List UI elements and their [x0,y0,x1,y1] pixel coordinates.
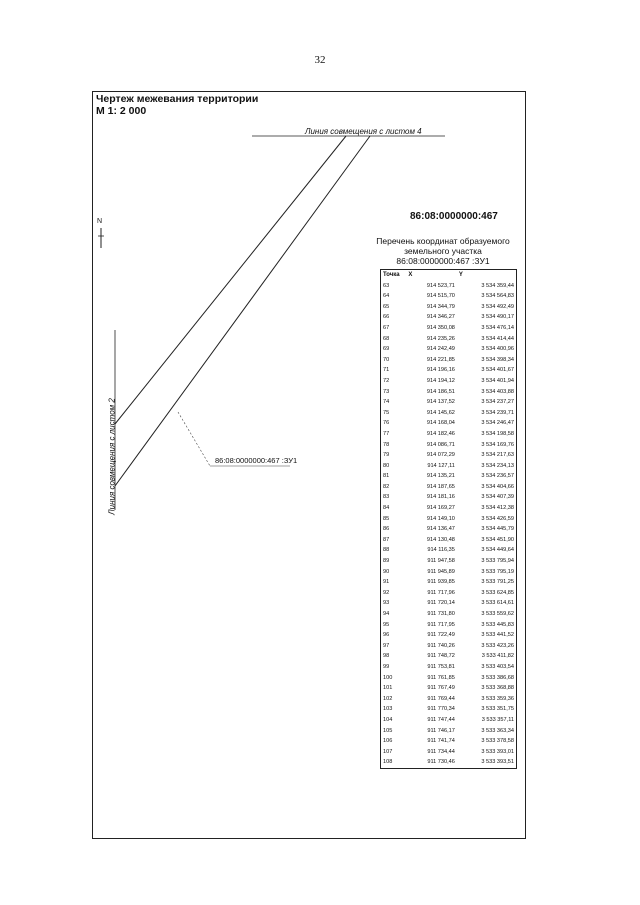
table-cell: 911 740,26 [427,642,455,649]
north-label: N [97,218,103,225]
table-row [381,757,517,768]
table-row [381,609,517,620]
table-cell: 3 534 492,49 [481,303,514,310]
table-row [381,323,517,334]
table-row [381,535,517,546]
table-cell: 911 730,46 [427,759,455,766]
table-cell: 86 [383,526,390,533]
table-cell: 911 746,17 [427,727,455,734]
table-cell: 66 [383,314,390,321]
table-cell: 911 720,14 [427,600,455,607]
table-cell: 83 [383,494,390,501]
table-cell: 914 194,12 [426,377,455,384]
table-cell: 3 533 363,34 [481,727,514,734]
table-cell: 3 534 400,96 [481,346,514,353]
table-cell: 911 761,85 [427,674,455,681]
table-cell: 3 533 559,62 [481,611,514,617]
coordinates-table [380,269,517,769]
table-row [381,567,517,578]
table-cell: 3 533 445,83 [481,621,514,628]
table-cell: 93 [383,600,390,607]
table-row [381,429,517,440]
table-cell: 94 [383,611,390,617]
table-cell: 911 734,44 [427,748,455,755]
table-cell: 64 [383,293,390,300]
table-cell: 96 [383,632,390,639]
table-cell: 80 [383,462,390,469]
table-cell: 3 533 359,36 [481,695,514,702]
table-cell: 914 072,29 [426,452,455,459]
table-cell: 914 169,27 [426,505,455,512]
combination-label-left: Линия совмещения с листом 2 [107,398,117,515]
table-row [381,408,517,419]
table-cell: 911 767,49 [427,685,455,692]
table-header-row [381,270,517,281]
table-cell: 90 [383,568,390,575]
table-cell: 101 [383,685,393,692]
table-cell: 914 127,11 [427,462,455,469]
table-row [381,651,517,662]
table-cell: 3 533 403,54 [481,663,514,670]
table-cell: 65 [383,303,390,310]
table-cell: 914 196,16 [426,367,455,374]
table-cell: 99 [383,663,390,670]
table-cell: 76 [383,420,390,427]
table-cell: 3 534 246,47 [481,420,514,427]
table-cell: 3 534 426,59 [481,515,514,522]
table-cell: 911 717,95 [427,621,455,628]
table-row [381,344,517,355]
table-cell: 79 [383,452,390,459]
table-cell: 914 137,52 [426,399,455,406]
table-cell: 914 181,16 [426,494,455,501]
table-row [381,387,517,398]
table-row [381,503,517,514]
table-cell: 911 939,85 [427,579,455,586]
table-row [381,376,517,387]
table-cell: 3 533 411,82 [481,653,514,660]
table-cell: 107 [383,748,393,755]
table-row [381,683,517,694]
table-cell: 3 533 791,25 [481,579,514,586]
table-cell: 75 [383,409,390,416]
table-cell: 911 945,89 [427,568,455,575]
page-number: 32 [314,54,326,66]
drawing-scale: М 1: 2 000 [96,105,147,117]
table-cell: 82 [383,483,390,490]
table-row [381,355,517,366]
table-cell: 74 [383,399,390,406]
table-cell: 911 748,72 [427,653,455,660]
table-cell: 914 523,71 [426,282,455,289]
table-cell: 914 221,85 [426,356,455,363]
table-row [381,291,517,302]
table-cell: 914 086,71 [426,441,455,448]
caption-line: Перечень координат образуемого [376,236,510,246]
table-cell: 3 534 239,71 [481,409,514,416]
table-row [381,588,517,599]
table-row [381,471,517,482]
table-cell: 914 145,62 [426,409,455,416]
table-row [381,281,517,292]
table-cell: 914 168,04 [426,420,455,427]
table-row [381,302,517,313]
table-cell: 3 534 451,90 [481,536,514,543]
table-cell: 3 534 445,79 [481,526,514,533]
table-cell: 914 346,27 [426,314,455,321]
table-cell: 914 149,10 [426,515,455,522]
table-cell: 914 515,70 [426,293,455,300]
table-row [381,726,517,737]
table-cell: 3 534 564,83 [481,293,514,300]
table-cell: 70 [383,356,390,363]
table-cell: 3 534 407,39 [481,494,514,501]
table-cell: 3 534 401,94 [481,377,514,384]
table-cell: 3 533 351,75 [481,706,514,713]
table-row [381,641,517,652]
table-cell: 914 136,47 [426,526,455,533]
table-cell: 97 [383,642,390,649]
table-row [381,620,517,631]
table-cell: 3 534 237,27 [481,399,514,406]
table-cell: 98 [383,653,390,660]
table-cell: 3 533 441,52 [481,632,514,639]
column-header: Точка [383,272,400,278]
coordinates-caption [363,236,523,266]
table-row [381,450,517,461]
table-cell: 3 533 357,11 [481,716,514,723]
table-cell: 91 [383,579,390,586]
table-cell: 72 [383,377,390,384]
table-cell: 102 [383,695,393,702]
table-cell: 3 534 412,38 [481,505,514,512]
table-cell: 88 [383,547,390,554]
table-cell: 67 [383,324,390,331]
column-header: X [408,272,413,278]
table-cell: 911 769,44 [427,695,455,702]
table-cell: 3 533 386,68 [481,674,514,681]
table-cell: 108 [383,759,393,766]
drawing-title-line: Чертеж межевания территории [96,93,259,105]
table-cell: 3 534 403,88 [481,388,514,395]
table-cell: 103 [383,706,393,713]
table-cell: 73 [383,388,390,395]
table-cell: 71 [383,367,390,374]
table-cell: 3 534 414,44 [481,335,514,342]
table-cell: 914 135,21 [426,473,455,480]
table-cell: 914 116,35 [427,547,455,554]
table-row [381,440,517,451]
table-cell: 100 [383,674,393,681]
table-row [381,598,517,609]
table-cell: 3 533 795,94 [481,558,514,565]
caption-line: земельного участка [404,246,482,256]
table-cell: 92 [383,589,390,596]
table-cell: 3 534 449,64 [481,547,514,554]
table-cell: 3 533 614,61 [481,600,514,607]
table-row [381,673,517,684]
table-cell: 911 722,49 [427,632,455,639]
table-row [381,482,517,493]
table-cell: 63 [383,282,390,289]
table-row [381,545,517,556]
table-cell: 911 717,96 [427,589,455,596]
table-cell: 87 [383,536,390,543]
column-header: Y [458,272,463,278]
table-cell: 911 747,44 [427,716,455,723]
table-cell: 3 533 393,01 [481,748,514,755]
table-row [381,365,517,376]
table-row [381,418,517,429]
combination-label-top: Линия совмещения с листом 4 [305,127,422,136]
table-cell: 95 [383,621,390,628]
table-cell: 3 533 393,51 [481,759,514,766]
table-cell: 914 186,51 [426,388,455,395]
table-cell: 3 534 476,14 [481,324,514,331]
callout-leader [178,412,210,466]
table-cell: 84 [383,505,390,512]
table-row [381,577,517,588]
table-cell: 3 534 404,66 [481,483,514,490]
table-cell: 3 534 236,57 [481,473,514,480]
table-row [381,736,517,747]
table-cell: 914 187,65 [426,483,455,490]
table-row [381,630,517,641]
table-cell: 85 [383,515,390,522]
table-cell: 914 235,26 [426,335,455,342]
table-row [381,461,517,472]
table-cell: 68 [383,335,390,342]
caption-line: 86:08:0000000:467 :ЗУ1 [396,256,490,266]
table-row [381,492,517,503]
table-cell: 911 753,81 [427,663,455,670]
table-cell: 105 [383,727,393,734]
table-cell: 914 350,08 [426,324,455,331]
table-cell: 3 534 217,63 [481,452,514,459]
table-cell: 3 534 234,13 [481,462,514,469]
table-cell: 3 534 359,44 [481,282,514,289]
table-cell: 911 947,58 [427,558,455,565]
table-row [381,397,517,408]
table-row [381,312,517,323]
table-row [381,334,517,345]
table-cell: 3 534 490,17 [481,314,514,321]
table-row [381,694,517,705]
table-cell: 914 182,46 [426,430,455,437]
table-row [381,747,517,758]
table-cell: 81 [383,473,390,480]
table-row [381,662,517,673]
table-cell: 3 534 169,76 [481,441,514,448]
table-cell: 914 344,79 [426,303,455,310]
parcel-callout: 86:08:0000000:467 :ЗУ1 [215,456,298,465]
table-row [381,715,517,726]
cadastral-number: 86:08:0000000:467 [410,211,498,222]
table-cell: 914 130,48 [426,536,455,543]
table-cell: 914 242,49 [426,346,455,353]
table-cell: 3 534 198,58 [481,430,514,437]
table-cell: 78 [383,441,390,448]
table-cell: 3 533 378,58 [481,738,514,745]
table-cell: 911 741,74 [427,738,455,745]
table-row [381,514,517,525]
table-cell: 3 534 398,34 [481,356,514,363]
table-cell: 3 533 624,85 [481,589,514,596]
table-cell: 3 534 401,67 [481,367,514,374]
table-cell: 911 770,34 [427,706,455,713]
table-cell: 69 [383,346,390,353]
table-row [381,556,517,567]
table-cell: 89 [383,558,390,565]
table-cell: 911 731,80 [427,611,455,617]
parcel-boundary-line [115,136,370,486]
table-row [381,524,517,535]
parcel-boundary-line [115,136,346,424]
table-cell: 106 [383,738,393,745]
table-cell: 3 533 368,88 [481,685,514,692]
table-row [381,704,517,715]
table-cell: 77 [383,430,390,437]
table-cell: 104 [383,716,393,723]
table-cell: 3 533 795,19 [481,568,514,575]
table-cell: 3 533 423,26 [481,642,514,649]
